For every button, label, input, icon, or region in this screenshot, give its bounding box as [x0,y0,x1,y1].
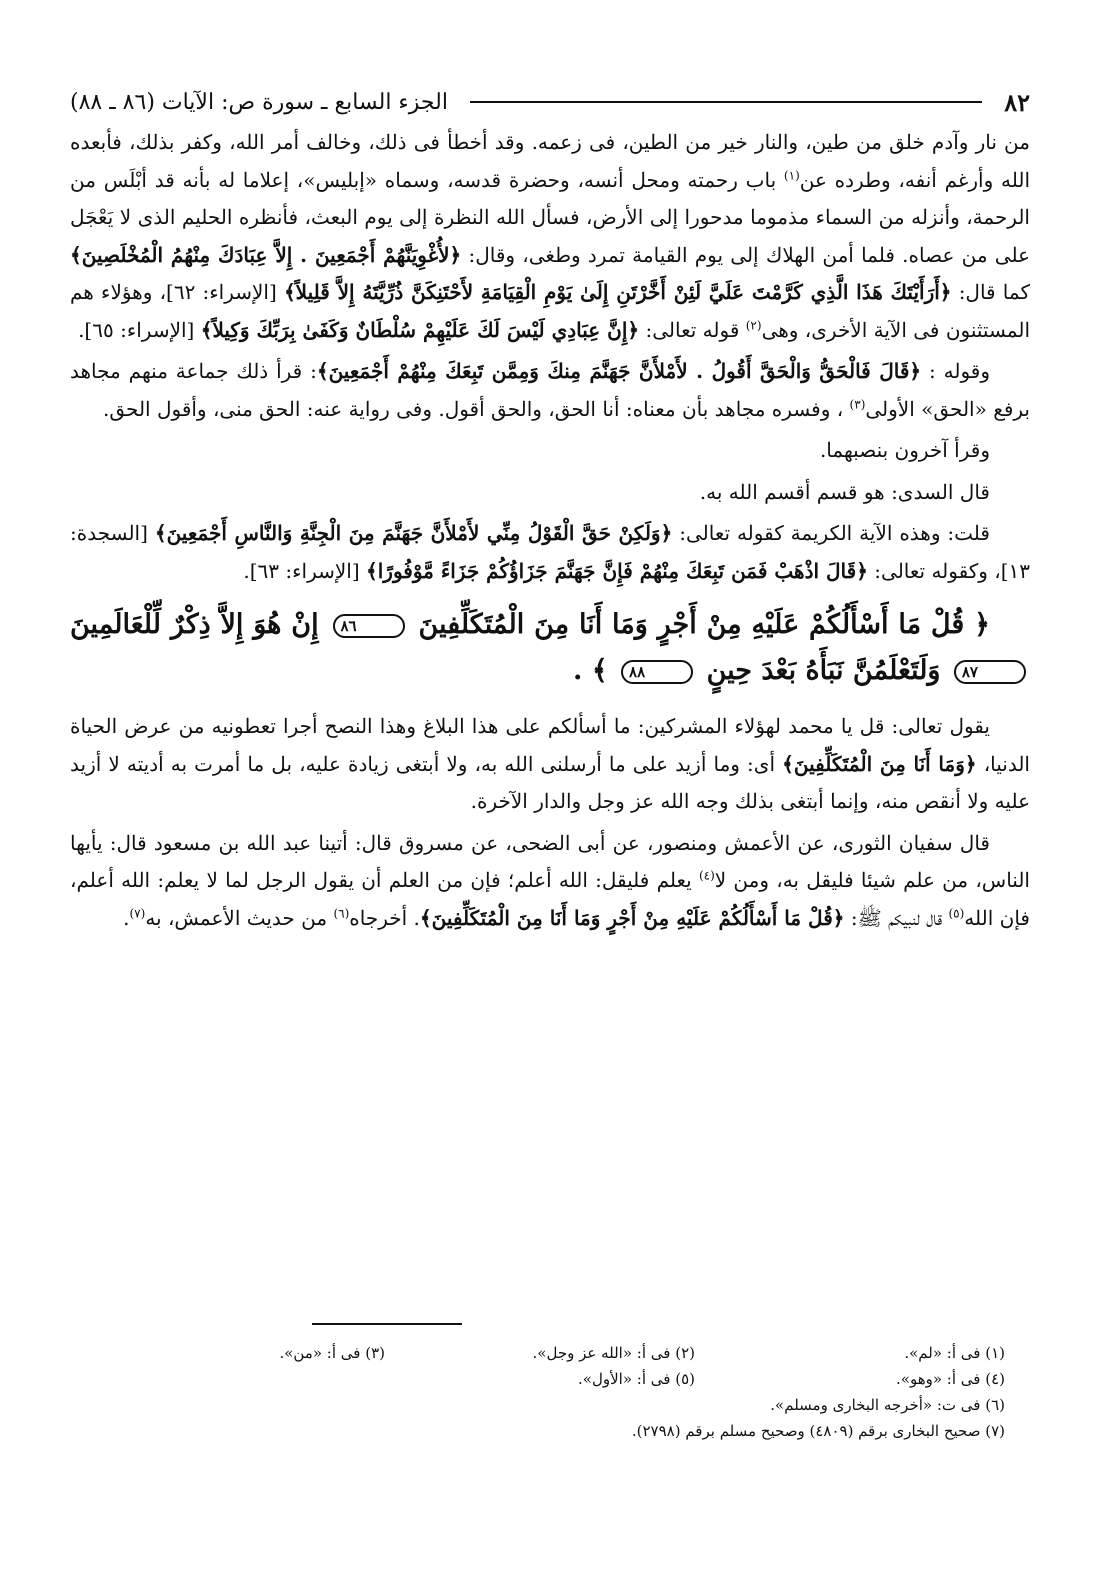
footnote-2: (٢) فى أ: «الله عز وجل». [532,1344,695,1362]
ayah-number-marker: ٨٧ [954,660,1026,684]
text: [السجدة: ١٣]، وكقوله تعالى: [70,521,1030,583]
quran-quote: ﴿قَالَ اذْهَبْ فَمَن تَبِعَكَ مِنْهُمْ فَإِنَّ جَهَنَّمَ جَزَاؤُكُمْ جَزَاءً مَّوْفُورًا﴾ [366,558,868,583]
running-header [70,80,1030,124]
quran-quote: ﴿قَالَ فَالْحَقُّ وَالْحَقَّ أَقُولُ . لأَمْلأَنَّ جَهَنَّمَ مِنكَ وَمِمَّن تَبِعَكَ مِنْهُمْ أَجْمَعِينَ﴾ [316,359,922,383]
quran-verse-block [70,602,1030,694]
text: باب رحمته ومحل أنسه، وحضرة قدسه، وسماه «إبليس»، إعلاما له بأنه قد أبْلَس من الرحمة، وأنزله من السماء مذموما مدحورا إلى الأرض، فسأل الله النظرة إلى يوم البعث، فأنظره الحليم الذى لا يَعْجَل على من عصاه. فلما أمن الهلاك إلى يوم القيامة تمرد وطغى، وقال: [70,167,1031,267]
footnote-6: (٦) فى ت: «أخرجه البخارى ومسلم». [770,1396,1005,1414]
quran-quote: ﴿أَرَأَيْتَكَ هَذَا الَّذِي كَرَّمْتَ عَلَيَّ لَئِنْ أَخَّرْتَنِ إِلَىٰ يَوْمِ الْقِيَامَةِ لأَحْتَنِكَنَّ ذُرِّيَّتَهُ إِلاَّ قَلِيلاً﴾ [283,280,952,304]
paragraph-hadith [70,825,1030,938]
text: وقوله : [921,359,990,383]
footnote-7: (٧) صحيح البخارى برقم (٤٨٠٩) وصحيح مسلم برقم (٢٧٩٨). [631,1422,1005,1440]
ayah-text: إِنْ هُوَ إِلاَّ ذِكْرٌ لِّلْعَالَمِينَ [70,609,319,640]
footnote-4: (٤) فى أ: «وهو». [896,1370,1005,1388]
footnote-ref-4[interactable]: (٤) [698,868,715,883]
footnote-row [70,1418,1005,1444]
page [70,80,1030,941]
paragraph-commentary [70,515,1030,590]
running-title: الجزء السابع ـ سورة ص: الآيات (٨٦ ـ ٨٨) [70,89,448,115]
paragraph-tafsir [70,708,1030,821]
text: . [123,905,130,930]
quran-quote: ﴿إِنَّ عِبَادِي لَيْسَ لَكَ عَلَيْهِمْ سُلْطَانٌ وَكَفَىٰ بِرَبِّكَ وَكِيلاً﴾ [200,317,640,342]
footnote-5: (٥) فى أ: «الأول». [578,1370,695,1388]
ayah-text: وَلَتَعْلَمُنَّ نَبَأَهُ بَعْدَ حِينٍ [706,655,941,686]
footnote-separator [312,1323,462,1325]
text: من نار وآدم خلق من طين، والنار خير من الطين، فى زعمه. وقد أخطأ فى ذلك، وخالف أمر الله، وكفر بذلك، فأبعده الله وأرغم أنفه، وطرده عن [70,130,1030,192]
footnotes [70,1340,1005,1444]
footnote-ref-6[interactable]: (٦) [333,905,350,920]
paragraph-iblis [70,124,1030,349]
text: ، وفسره مجاهد بأن معناه: أنا الحق، والحق أقول. وفى رواية عنه: الحق منى، وأقول الحق. [103,396,850,421]
page-number: ٨٢ [1004,87,1030,117]
text: [الإسراء: ٦٣]. [243,558,367,583]
header-rule [470,101,982,103]
ornate-bracket-open: ﴿ [974,609,990,640]
paragraph-haqq [70,353,1030,428]
paragraph-reading: وقرأ آخرون بنصبهما. [819,438,990,462]
text: قوله تعالى: [639,317,746,342]
paragraph-suddi: قال السدى: هو قسم أقسم الله به. [699,479,990,504]
ayah-text: قُلْ مَا أَسْأَلُكُمْ عَلَيْهِ مِنْ أَجْرٍ وَمَا أَنَا مِنَ الْمُتَكَلِّفِينَ [418,609,965,640]
text: قال سفيان الثورى، عن الأعمش ومنصور، عن أبى الضحى، عن مسروق قال: أتينا عبد الله بن مسعود قال: يأيها الناس، من علم شيئا فليقل به، ومن لا [70,830,1030,892]
quran-quote: ﴿قُلْ مَا أَسْأَلُكُمْ عَلَيْهِ مِنْ أَجْرٍ وَمَا أَنَا مِنَ الْمُتَكَلِّفِينَ﴾ [419,905,845,930]
text: [الإسراء: ٦٥]. [78,317,201,342]
footnote-row [70,1366,1005,1392]
text: . أخرجاه [349,905,420,930]
footnote-ref-3[interactable]: (٣) [849,396,866,411]
text: [الإسراء: ٦٢]، وهؤلاء هم المستثنون فى الآية الأخرى، وهى [70,280,1030,342]
quran-quote: ﴿وَمَا أَنَا مِنَ الْمُتَكَلِّفِينَ﴾ [782,751,977,776]
text: قال لنبيكم ﷺ: [844,905,949,930]
text: أى: وما أزيد على ما أرسلنى الله به، ولا أبتغى زيادة عليه، بل ما أمرت به أديته لا أزيد عليه ولا أنقص منه، وإنما أبتغى بذلك وجه الله عز وجل والدار الآخرة. [70,751,1030,813]
ayah-number-marker: ٨٦ [333,614,405,638]
text: : قرأ ذلك جماعة منهم مجاهد برفع «الحق» الأولى [70,359,1030,421]
quran-quote: ﴿لأُغْوِيَنَّهُمْ أَجْمَعِينَ . إِلاَّ عِبَادَكَ مِنْهُمُ الْمُخْلَصِينَ﴾ [70,242,462,267]
footnote-ref-7[interactable]: (٧) [129,905,146,920]
text: من حديث الأعمش، به [145,905,334,930]
footnote-3: (٣) فى أ: «من». [279,1344,385,1362]
quran-quote: ﴿وَلَكِنْ حَقَّ الْقَوْلُ مِنِّي لأَمْلأَنَّ جَهَنَّمَ مِنَ الْجِنَّةِ وَالنَّاسِ أَجْمَعِينَ﴾ [154,521,673,545]
footnote-ref-2[interactable]: (٢) [745,317,762,332]
ornate-bracket-close: ﴾ . [573,655,608,686]
footnote-row [70,1392,1005,1418]
text: يعلم فليقل: الله أعلم؛ فإن من العلم أن يقول الرجل لما لا يعلم: الله أعلم، فإن الله [70,868,1030,930]
ayah-number-marker: ٨٨ [621,660,693,684]
text: يقول تعالى: قل يا محمد لهؤلاء المشركين: ما أسألكم على هذا البلاغ وهذا النصح أجرا تعطونيه من عرض الحياة الدنيا، [70,714,1030,776]
footnote-row [70,1340,1005,1366]
text: قلت: وهذه الآية الكريمة كقوله تعالى: [672,521,990,545]
footnote-ref-1[interactable]: (١) [783,167,800,182]
footnote-ref-5[interactable]: (٥) [948,905,965,920]
footnote-1: (١) فى أ: «لم». [904,1344,1005,1362]
text: كما قال: [951,280,1030,304]
